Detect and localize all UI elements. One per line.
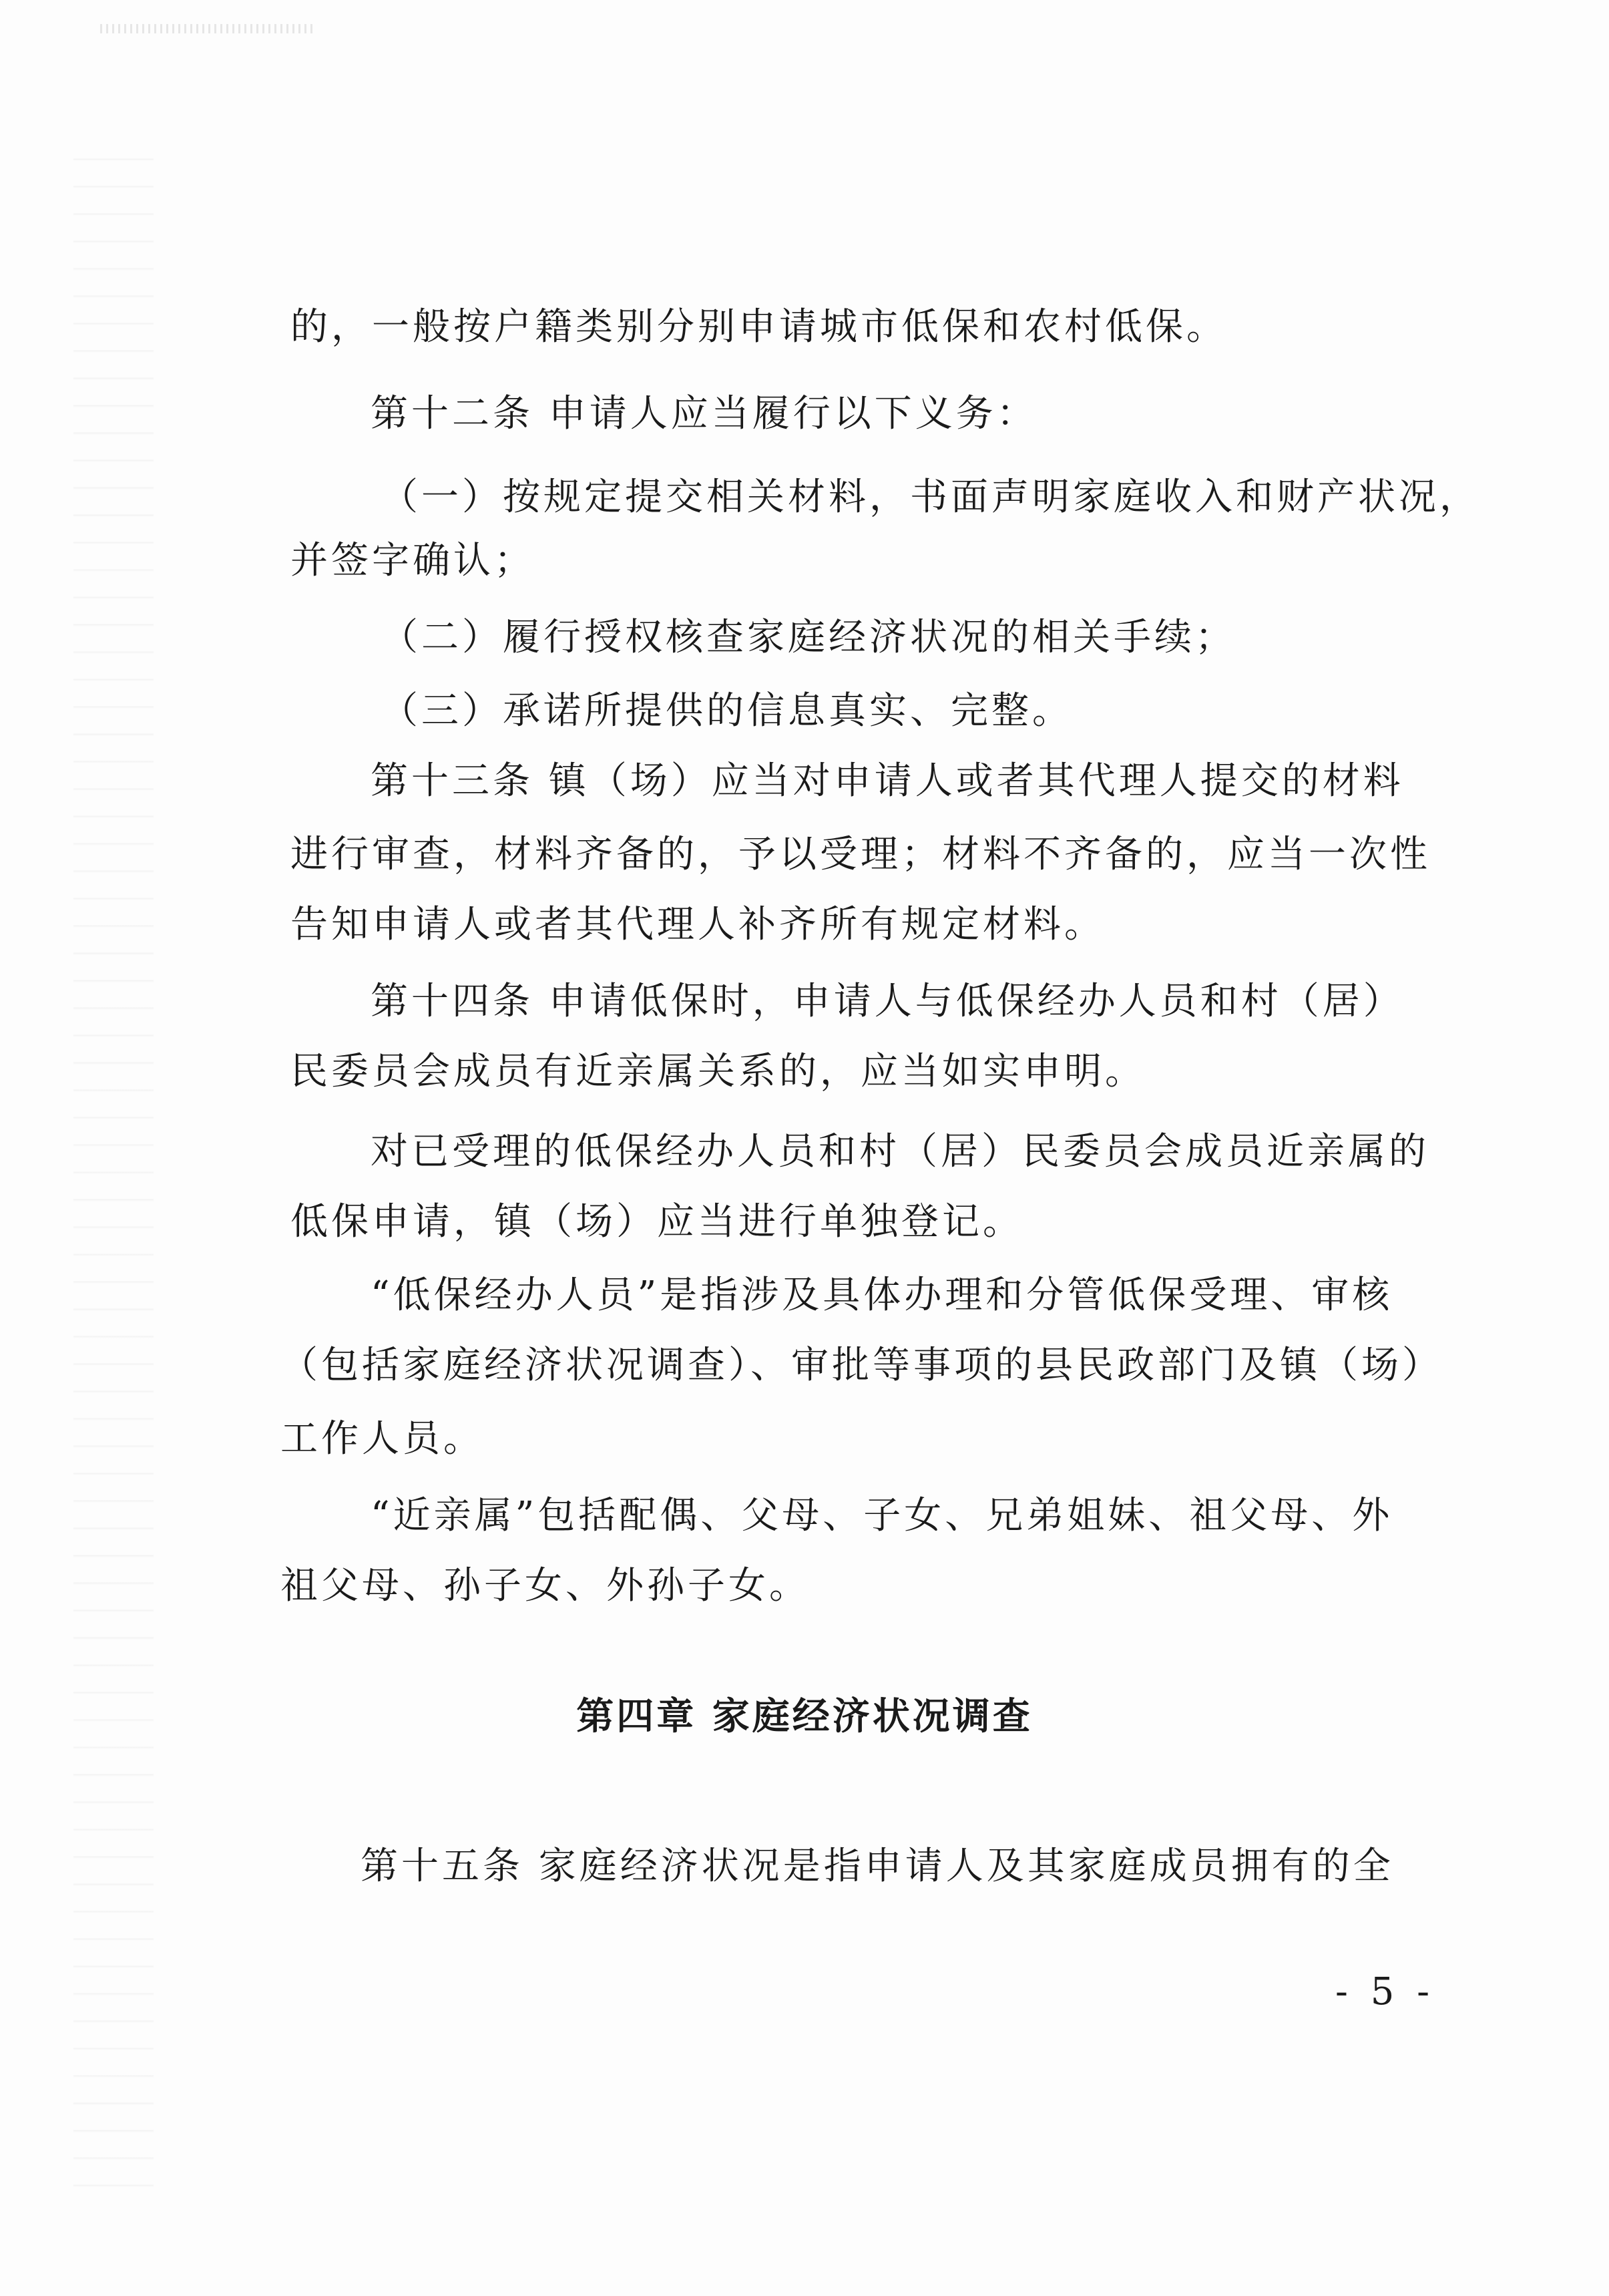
text-line: 对已受理的低保经办人员和村（居）民委员会成员近亲属的: [371, 1130, 1429, 1173]
text-line: 进行审查，材料齐备的，予以受理；材料不齐备的，应当一次性: [290, 833, 1431, 876]
text-line: （三）承诺所提供的信息真实、完整。: [381, 689, 1073, 733]
text-line: 祖父母、孙子女、外孙子女。: [280, 1564, 810, 1607]
scan-margin-noise: [73, 134, 154, 2204]
text-line: （包括家庭经济状况调查）、审批等事项的县民政部门及镇（场）: [280, 1344, 1443, 1387]
text-line: 告知申请人或者其代理人补齐所有规定材料。: [290, 903, 1105, 946]
article-15-heading: 第十五条 家庭经济状况是指申请人及其家庭成员拥有的全: [361, 1845, 1394, 1888]
page-number: - 5 -: [1335, 1970, 1435, 2014]
text-line: （二）履行授权核查家庭经济状况的相关手续；: [381, 616, 1236, 659]
article-13-heading: 第十三条 镇（场）应当对申请人或者其代理人提交的材料: [371, 759, 1404, 803]
text-line: 低保申请，镇（场）应当进行单独登记。: [290, 1200, 1023, 1243]
text-line: 并签字确认；: [290, 539, 535, 582]
text-line: 的，一般按户籍类别分别申请城市低保和农村低保。: [290, 305, 1227, 349]
text-line: 工作人员。: [280, 1417, 484, 1461]
text-line: 民委员会成员有近亲属关系的，应当如实申明。: [290, 1050, 1146, 1093]
scan-top-noise: [100, 24, 314, 33]
article-14-heading: 第十四条 申请低保时，申请人与低保经办人员和村（居）: [371, 980, 1404, 1023]
chapter-heading: 第四章 家庭经济状况调查: [576, 1695, 1033, 1738]
text-line: （一）按规定提交相关材料，书面声明家庭收入和财产状况，: [381, 475, 1480, 519]
text-line: “低保经办人员”是指涉及具体办理和分管低保受理、审核: [371, 1274, 1393, 1317]
text-line: “近亲属”包括配偶、父母、子女、兄弟姐妹、祖父母、外: [371, 1494, 1393, 1537]
article-12-heading: 第十二条 申请人应当履行以下义务：: [371, 392, 1038, 435]
